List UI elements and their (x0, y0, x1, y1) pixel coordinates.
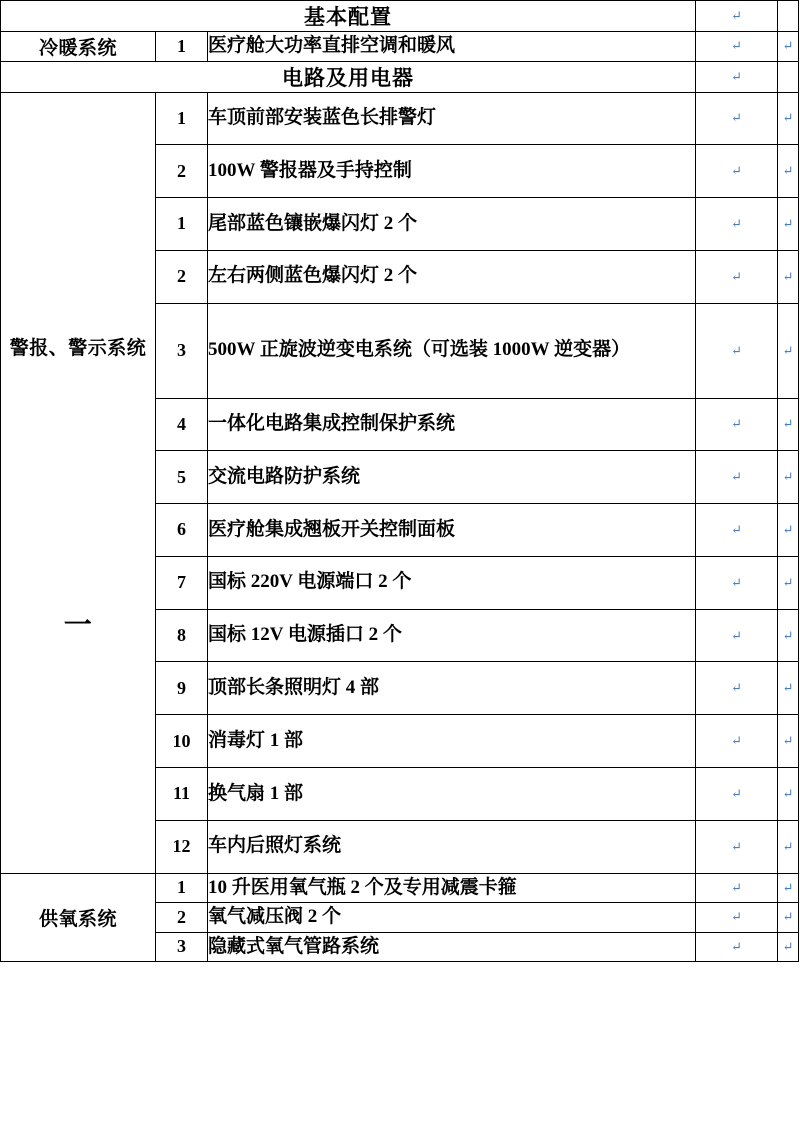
row-number: 1 (156, 92, 208, 145)
row-note: ↵ (696, 145, 778, 198)
row-number: 3 (156, 932, 208, 962)
category-label-top: 警报、警示系统 (9, 337, 147, 359)
row-tail: ↵ (778, 398, 799, 451)
row-description: 换气扇 1 部 (208, 767, 696, 820)
row-description: 消毒灯 1 部 (208, 715, 696, 768)
section-title-tail (778, 1, 799, 32)
table-row-section-electrical (1, 61, 799, 92)
row-tail: ↵ (778, 662, 799, 715)
category-alarm-warning-system (1, 92, 156, 873)
row-tail: ↵ (778, 145, 799, 198)
row-number: 6 (156, 504, 208, 557)
category-hvac: 冷暖系统 (1, 32, 156, 62)
row-tail: ↵ (778, 32, 799, 62)
row-number: 3 (156, 303, 208, 398)
table-row-hvac (1, 32, 799, 62)
row-description: 500W 正旋波逆变电系统（可选装 1000W 逆变器） (208, 303, 696, 398)
row-number: 1 (156, 32, 208, 62)
row-description: 顶部长条照明灯 4 部 (208, 662, 696, 715)
section-title-electrical: 电路及用电器 (1, 61, 696, 92)
row-number: 8 (156, 609, 208, 662)
row-note: ↵ (696, 767, 778, 820)
table-row (1, 92, 799, 145)
row-tail: ↵ (778, 451, 799, 504)
row-tail: ↵ (778, 303, 799, 398)
row-number: 5 (156, 451, 208, 504)
row-tail: ↵ (778, 609, 799, 662)
row-tail: ↵ (778, 820, 799, 873)
section-title-basic-config: 基本配置 (1, 1, 696, 32)
row-number: 1 (156, 198, 208, 251)
row-note: ↵ (696, 820, 778, 873)
row-number: 2 (156, 903, 208, 933)
section-title-note: ↵ (696, 1, 778, 32)
row-tail: ↵ (778, 932, 799, 962)
section-electrical-tail (778, 61, 799, 92)
row-number: 4 (156, 398, 208, 451)
category-label-bottom: 一 (63, 609, 93, 641)
table-row-title (1, 1, 799, 32)
row-note: ↵ (696, 662, 778, 715)
row-description: 国标 12V 电源插口 2 个 (208, 609, 696, 662)
row-description: 隐藏式氧气管路系统 (208, 932, 696, 962)
row-note: ↵ (696, 504, 778, 557)
row-tail: ↵ (778, 715, 799, 768)
row-tail: ↵ (778, 92, 799, 145)
row-description: 国标 220V 电源端口 2 个 (208, 556, 696, 609)
category-oxygen-system: 供氧系统 (1, 873, 156, 962)
row-number: 7 (156, 556, 208, 609)
row-description: 车顶前部安装蓝色长排警灯 (208, 92, 696, 145)
row-description: 一体化电路集成控制保护系统 (208, 398, 696, 451)
row-tail: ↵ (778, 873, 799, 903)
row-tail: ↵ (778, 250, 799, 303)
row-tail: ↵ (778, 767, 799, 820)
row-note: ↵ (696, 903, 778, 933)
row-note: ↵ (696, 198, 778, 251)
row-note: ↵ (696, 932, 778, 962)
row-note: ↵ (696, 715, 778, 768)
row-description: 左右两侧蓝色爆闪灯 2 个 (208, 250, 696, 303)
row-note: ↵ (696, 303, 778, 398)
row-number: 9 (156, 662, 208, 715)
row-note: ↵ (696, 250, 778, 303)
row-tail: ↵ (778, 556, 799, 609)
row-number: 12 (156, 820, 208, 873)
table-body (1, 1, 799, 962)
row-description: 医疗舱集成翘板开关控制面板 (208, 504, 696, 557)
row-description: 氧气减压阀 2 个 (208, 903, 696, 933)
row-note: ↵ (696, 609, 778, 662)
row-number: 1 (156, 873, 208, 903)
row-tail: ↵ (778, 903, 799, 933)
row-note: ↵ (696, 32, 778, 62)
row-note: ↵ (696, 556, 778, 609)
row-description: 医疗舱大功率直排空调和暖风 (208, 32, 696, 62)
row-description: 100W 警报器及手持控制 (208, 145, 696, 198)
table-row (1, 873, 799, 903)
row-description: 10 升医用氧气瓶 2 个及专用减震卡箍 (208, 873, 696, 903)
row-note: ↵ (696, 92, 778, 145)
row-note: ↵ (696, 451, 778, 504)
row-tail: ↵ (778, 504, 799, 557)
row-note: ↵ (696, 873, 778, 903)
row-note: ↵ (696, 398, 778, 451)
row-description: 交流电路防护系统 (208, 451, 696, 504)
row-number: 2 (156, 250, 208, 303)
row-number: 10 (156, 715, 208, 768)
row-number: 2 (156, 145, 208, 198)
row-number: 11 (156, 767, 208, 820)
row-tail: ↵ (778, 198, 799, 251)
row-description: 车内后照灯系统 (208, 820, 696, 873)
row-description: 尾部蓝色镶嵌爆闪灯 2 个 (208, 198, 696, 251)
section-electrical-note: ↵ (696, 61, 778, 92)
